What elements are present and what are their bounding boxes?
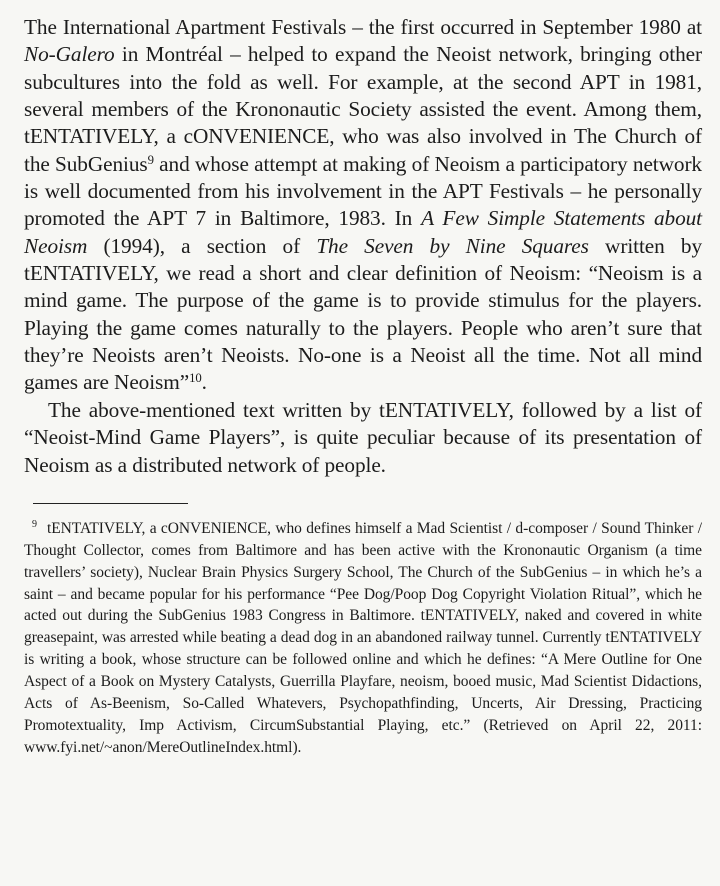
paragraph-2: The above-mentioned text written by tENTATIVELY, followed by a list of “Neoist-Mind Game Players”, is quite peculiar because of its presentation of Neoism as a distributed network of people. <box>24 397 702 477</box>
footnote-9 <box>24 514 702 759</box>
p1-text-5: written by tENTATIVELY, we read a short and clear definition of Neoism: “Neoism is a mind game. The purpose of the game is to provide stimulus for the players. Playing the game comes naturally to the players. People who aren’t sure that they’re Neoists aren’t Neoists. No-one is a Neoist all the time. Not all mind games are Neoism” <box>24 233 702 395</box>
book-title-2: The Seven by Nine Squares <box>316 233 589 258</box>
p1-text-6: . <box>201 370 207 395</box>
book-title-1: A Few Simple Statements about Neoism <box>24 206 702 258</box>
paragraph-1 <box>24 14 702 397</box>
footnote-divider <box>33 503 188 504</box>
p1-text-2: in Montréal – helped to expand the Neoist network, bringing other subcultures into the fold as well. For example, at the second APT in 1981, several members of the Krononautic Society assisted the event. Among them, tENTATIVELY, a cONVENIENCE, who was also involved in The Church of the SubGenius <box>24 42 702 176</box>
p1-text-3: and whose attempt at making of Neoism a participatory network is well documented from his involvement in the APT Festivals – he personally promoted the APT 7 in Baltimore, 1983. In <box>24 151 702 231</box>
footnote-text: tENTATIVELY, a cONVENIENCE, who defines himself a Mad Scientist / d-composer / Sound Thinker / Thought Collector, comes from Baltimore and has been active with the Krononautic Organism (a time travellers’ society), Nuclear Brain Physics Surgery School, The Church of the SubGenius – in which he’s a saint – and became popular for his performance “Pee Dog/Poop Dog Copyright Violation Ritual”, which he acted out during the SubGenius 1983 Congress in Baltimore. tENTATIVELY, naked and covered in white greasepaint, was arrested while beating a dead dog in an abandoned railway tunnel. Currently tENTATIVELY is writing a book, whose structure can be followed online and which he defines: “A Mere Outline for One Aspect of a Book on Mystery Catalysts, Guerrilla Playfare, neoism, booed music, Mad Scientist Didactions, Acts of As-Beenism, So-Called Whatevers, Psychopathfinding, Uncerts, Air Dressing, Practicing Promotextuality, Imp Activism, CircumSubstantial Playing, etc.” (Retrieved on April 22, 2011: www.fyi.net/~anon/MereOutlineIndex.html). <box>24 519 702 756</box>
body-text <box>24 14 702 479</box>
footnote-ref-9: 9 <box>147 152 154 167</box>
footnote-ref-10: 10 <box>189 371 202 386</box>
footnote-marker: 9 <box>32 518 37 530</box>
p1-text-1: The International Apartment Festivals – the first occurred in September 1980 at <box>24 15 702 39</box>
venue-title: No-Galero <box>24 42 115 67</box>
p1-text-4: (1994), a section of <box>87 233 317 258</box>
